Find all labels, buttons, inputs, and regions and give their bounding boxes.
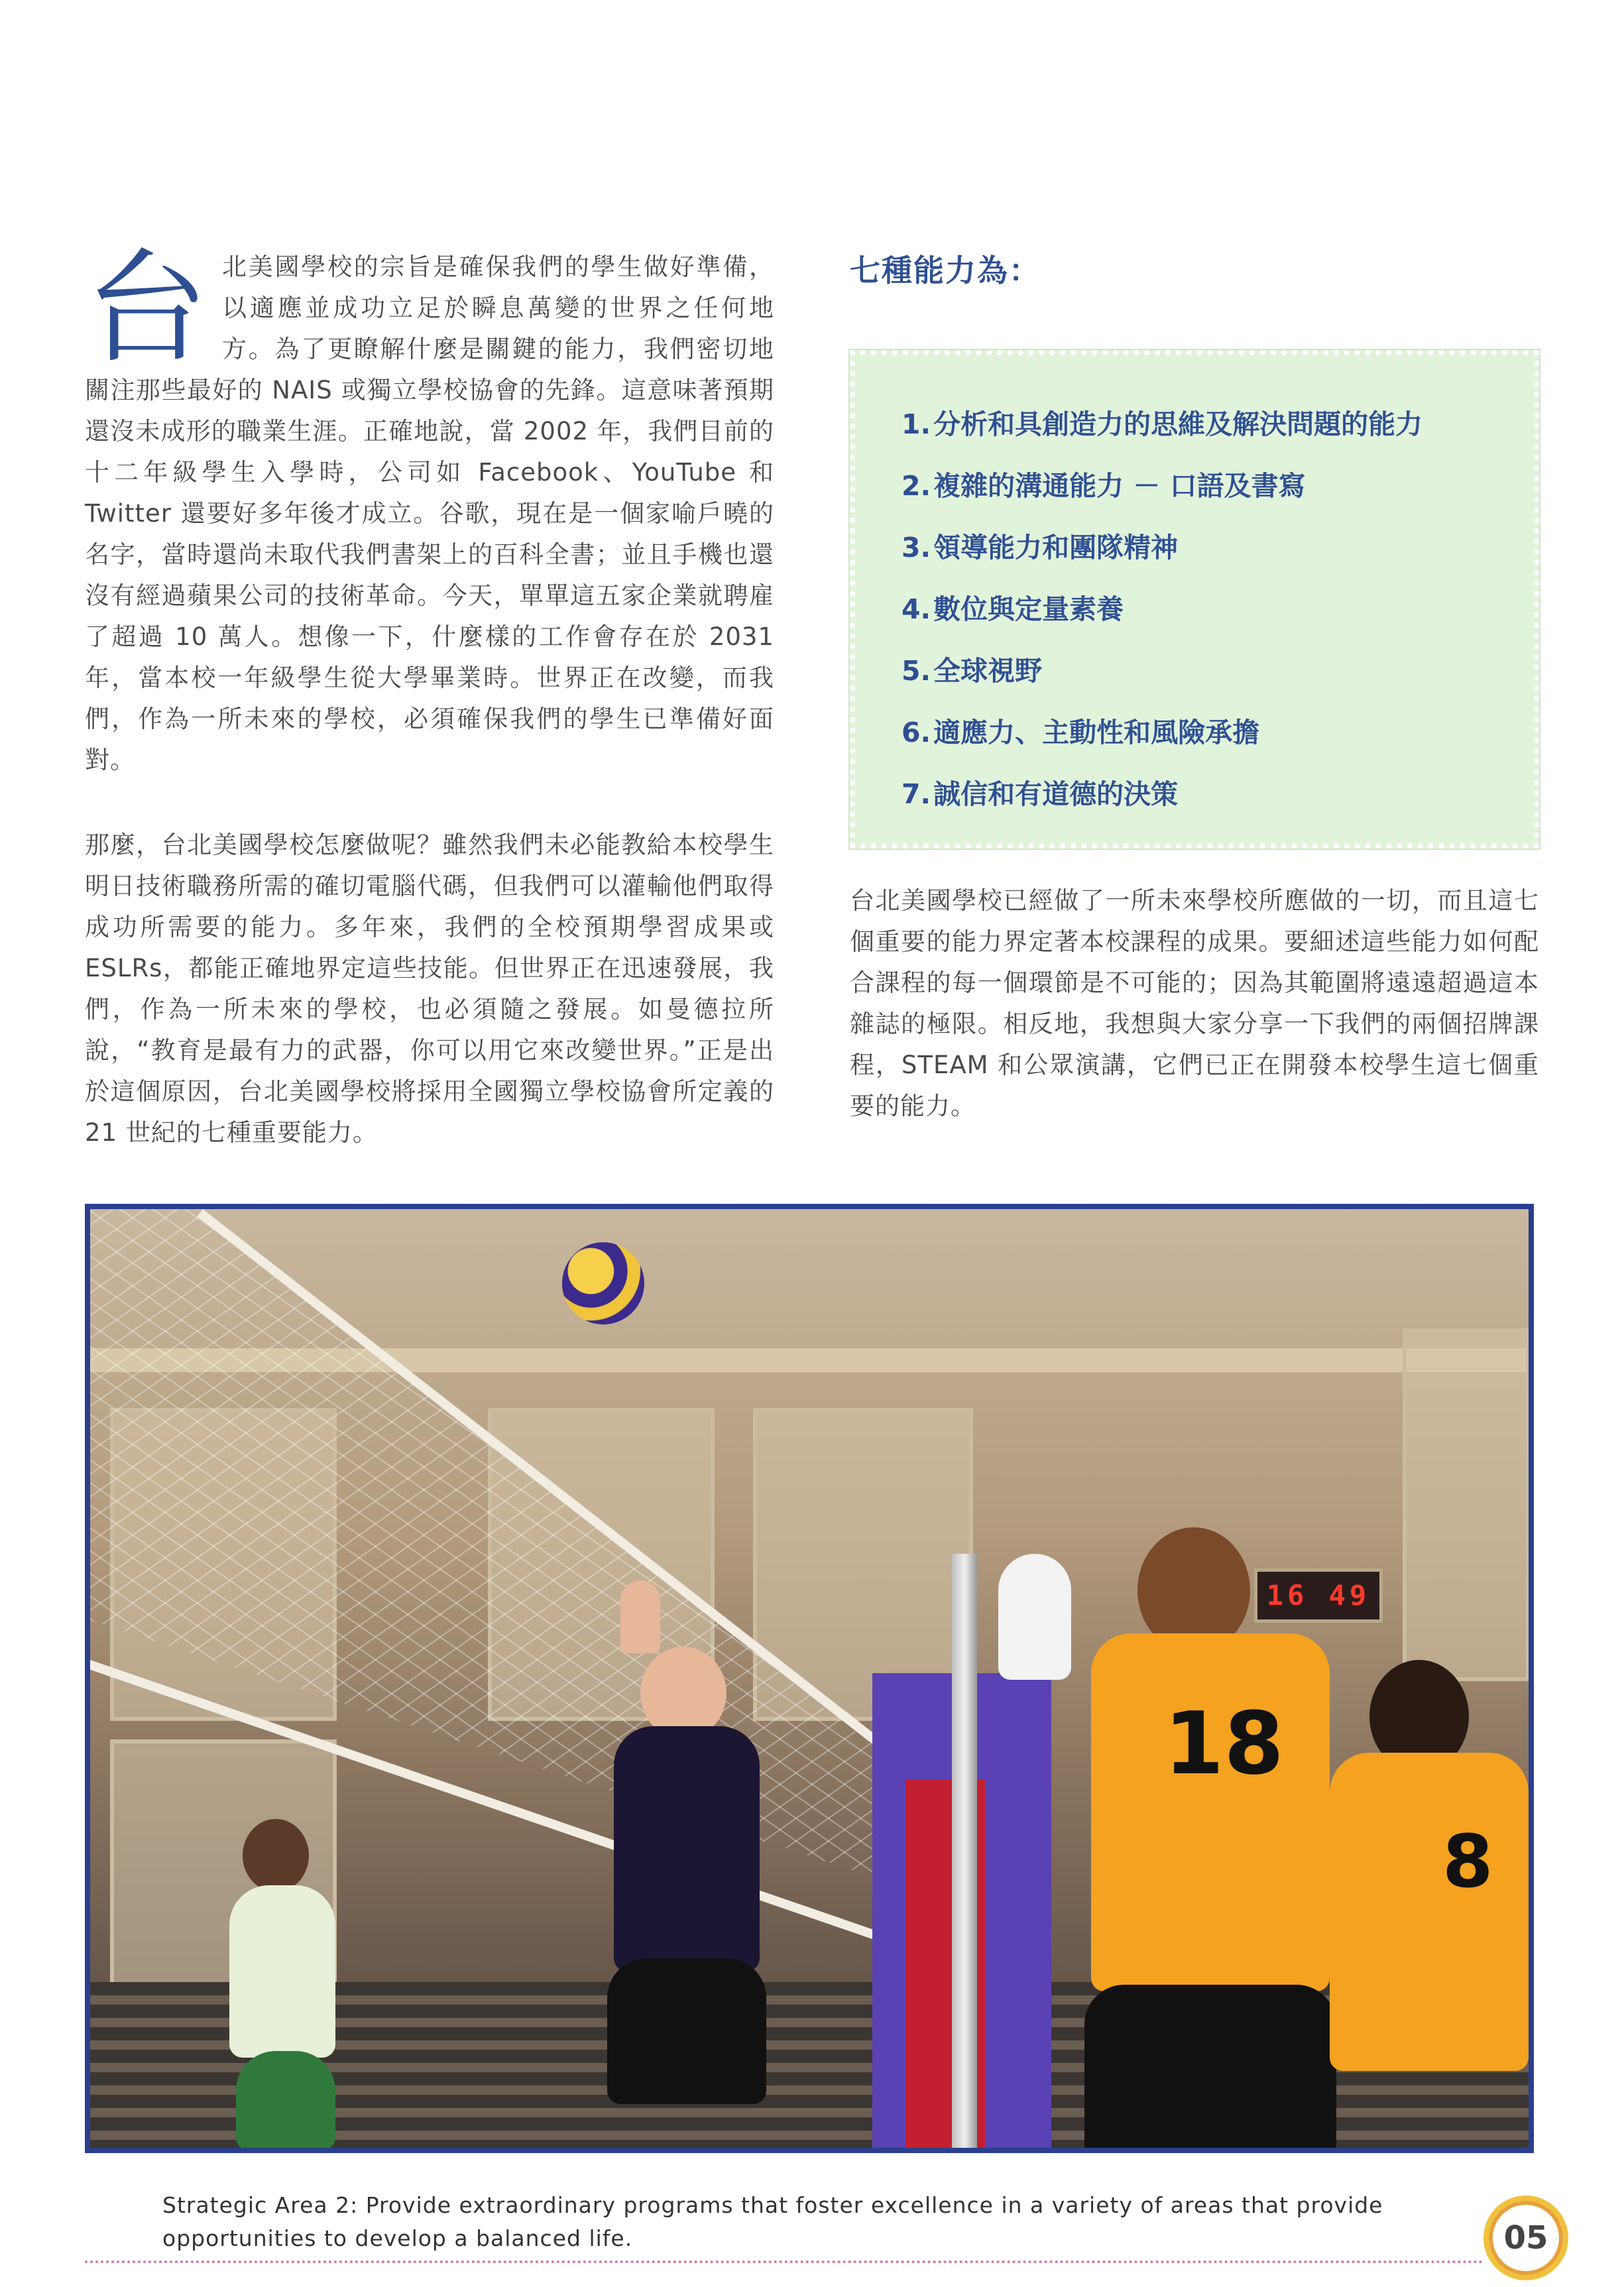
ability-number: 6.	[901, 717, 931, 748]
abilities-list	[855, 355, 1534, 825]
player-raised-arm	[620, 1580, 660, 1653]
abilities-heading: 七種能力為：	[850, 253, 1041, 288]
player-head	[243, 1819, 309, 1892]
volleyball-photo	[85, 1204, 1534, 2153]
ability-text: 領導能力和團隊精神	[933, 532, 1179, 563]
ability-number: 7.	[901, 778, 931, 810]
ability-number: 5.	[901, 655, 931, 687]
ability-number: 4.	[901, 593, 931, 625]
ability-item	[901, 640, 1534, 702]
referee	[998, 1554, 1071, 1680]
ability-text: 誠信和有道德的決策	[933, 778, 1179, 810]
ability-number: 3.	[901, 532, 931, 563]
scoreboard: 16 49	[1254, 1568, 1383, 1623]
photo-caption: Strategic Area 2: Provide extraordinary programs that foster excellence in a variety of areas that provide opportunities to develop a balanced life.	[162, 2192, 1383, 2251]
player-shorts	[1084, 1985, 1336, 2153]
wall-panel	[1403, 1328, 1530, 1681]
ability-text: 全球視野	[933, 655, 1043, 687]
right-column	[850, 247, 1539, 1127]
ability-item	[901, 579, 1534, 640]
ability-text: 複雜的溝通能力 － 口語及書寫	[933, 470, 1306, 502]
dotted-divider	[85, 2260, 1483, 2263]
player-yellow-18	[1091, 1633, 1330, 1991]
ability-text: 分析和具創造力的思維及解決問題的能力	[933, 408, 1423, 440]
net-post	[952, 1554, 977, 2153]
jersey-number: 8	[1442, 1819, 1493, 1904]
ability-item	[901, 764, 1534, 825]
ability-item	[901, 702, 1534, 764]
jersey-number: 18	[1164, 1693, 1284, 1794]
player-green-shorts	[236, 2051, 335, 2150]
ability-item	[901, 517, 1534, 579]
ability-item	[901, 455, 1534, 517]
player-shorts	[607, 1958, 766, 2104]
ability-number: 2.	[901, 470, 931, 502]
left-column	[85, 236, 774, 1197]
volleyball	[562, 1242, 644, 1324]
intro-paragraph	[85, 236, 774, 781]
page-number-badge: 05	[1483, 2196, 1568, 2280]
drop-cap: 台	[85, 236, 209, 380]
ability-text: 適應力、主動性和風險承擔	[933, 717, 1260, 748]
player-head	[640, 1647, 726, 1739]
ability-number: 1.	[901, 408, 931, 440]
intro-paragraph-text: 北美國學校的宗旨是確保我們的學生做好準備，以適應並成功立足於瞬息萬變的世界之任何地方。為了更瞭解什麼是關鍵的能力，我們密切地關注那些最好的 NAIS 或獨立學校協會的先鋒。這意味著預期還沒未成形的職業生涯。正確地說，當 2002 年，我們目前的十二年級學生入學時，公司如 Facebook、YouTube 和 Twitter 還要好多年後才成立。谷歌，現在是一個家喻戶曉的名字，當時還尚未取代我們書架上的百科全書；並且手機也還沒有經過蘋果公司的技術革命。今天，單單這五家企業就聘雇了超過 10 萬人。想像一下，什麼樣的工作會存在於 2031 年，當本校一年級學生從大學畢業時。世界正在改變，而我們，作為一所未來的學校，必須確保我們的學生已準備好面對。	[85, 253, 774, 774]
abilities-box	[850, 350, 1539, 849]
conclusion-paragraph: 台北美國學校已經做了一所未來學校所應做的一切，而且這七個重要的能力界定著本校課程的成果。要細述這些能力如何配合課程的每一個環節是不可能的；因為其範圍將遠遠超過這本雜誌的極限。相反地，我想與大家分享一下我們的兩個招牌課程，STEAM 和公眾演講，它們已正在開發本校學生這七個重要的能力。	[850, 886, 1539, 1120]
player-jumping	[614, 1726, 760, 1971]
second-paragraph: 那麼，台北美國學校怎麼做呢？雖然我們未必能教給本校學生明日技術職務所需的確切電腦代碼，但我們可以灌輸他們取得成功所需要的能力。多年來，我們的全校預期學習成果或 ESLRs，都能正確地界定這些技能。但世界正在迅速發展，我們，作為一所未來的學校，也必須隨之發展。如曼德拉所說，“教育是最有力的武器，你可以用它來改變世界。”正是出於這個原因，台北美國學校將採用全國獨立學校協會所定義的 21 世紀的七種重要能力。	[85, 831, 774, 1147]
player-yellow-8	[1330, 1753, 1529, 2071]
ability-text: 數位與定量素養	[933, 593, 1124, 625]
ability-item	[901, 394, 1534, 455]
player-striped	[229, 1885, 335, 2058]
